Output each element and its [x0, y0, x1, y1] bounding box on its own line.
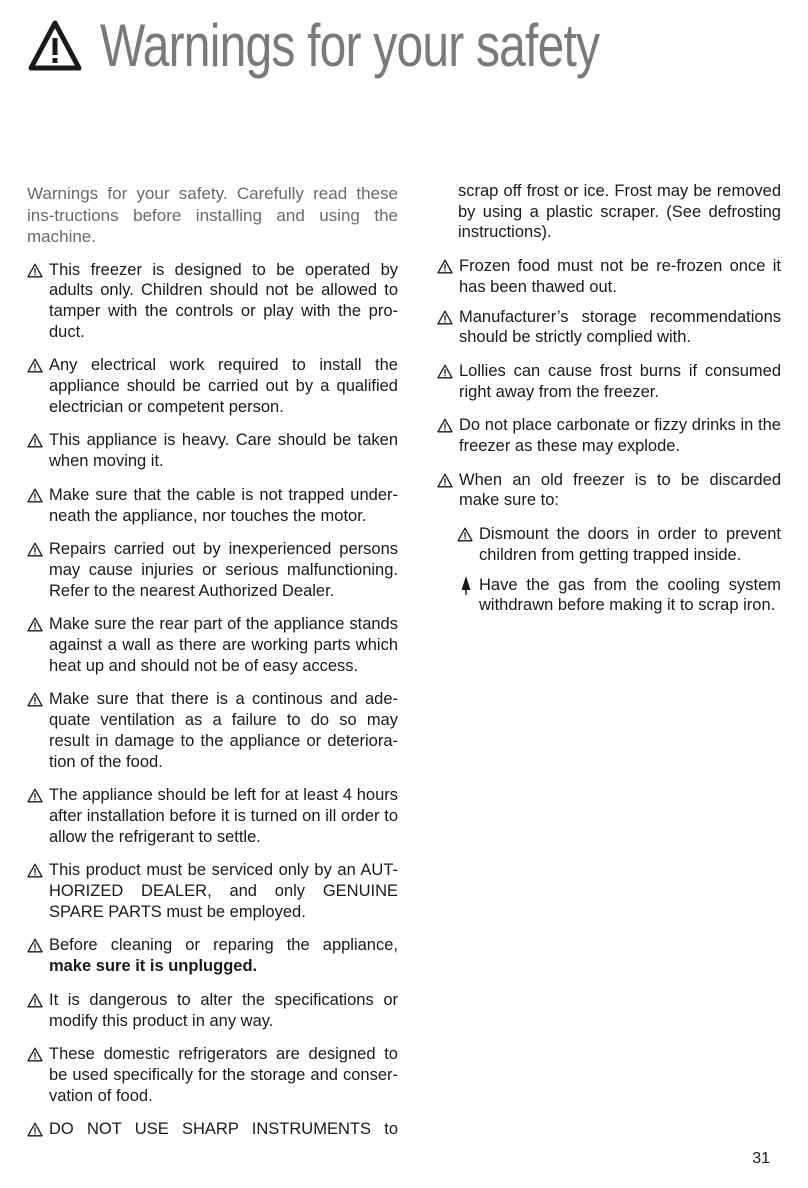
warning-item: [27, 430, 398, 471]
sub-item: [437, 575, 781, 616]
warning-icon: [27, 358, 43, 373]
sub-item: [437, 524, 781, 565]
warning-item: [437, 470, 781, 511]
warning-text: Do not place carbonate or fizzy drinks in the freezer as these may explode.: [459, 416, 781, 456]
warning-text: Frozen food must not be re-frozen once it has been thawed out.: [459, 257, 781, 296]
warning-icon: [27, 692, 43, 707]
intro-text: Warnings for your safety. Carefully read these ins-tructions before installing and using the machine.: [27, 184, 398, 246]
warning-icon: [27, 788, 43, 803]
warning-icon: [457, 527, 473, 542]
warning-icon: [437, 418, 453, 433]
warning-icon: [27, 433, 43, 448]
warning-text: This product must be serviced only by an AUT-HORIZED DEALER, and only GENUINE SPARE PARTS must be employed.: [49, 861, 398, 921]
warning-icon: [27, 993, 43, 1008]
warning-item: [27, 485, 398, 526]
warning-icon: [27, 1122, 43, 1137]
tree-icon: [460, 575, 472, 596]
warning-icon: [437, 364, 453, 379]
warning-icon: [27, 938, 43, 953]
warning-text: Lollies can cause frost burns if consumed right away from the freezer.: [459, 361, 781, 401]
warning-text: Before cleaning or reparing the appliance,: [49, 936, 398, 955]
warning-item: [27, 614, 398, 676]
warning-icon: [27, 263, 43, 278]
warning-item: [27, 260, 398, 343]
sub-item-text: Have the gas from the cooling system withdrawn before making it to scrap iron.: [479, 575, 781, 615]
warning-item: [27, 539, 398, 601]
warning-item: [27, 1119, 398, 1140]
warning-item: [27, 1044, 398, 1106]
page-number: 31: [752, 1150, 770, 1167]
warning-icon: [28, 19, 82, 73]
warning-text: Any electrical work required to install the appliance should be carried out by a qualified electrician or competent person.: [49, 356, 398, 416]
unplug-emphasis: make sure it is unplugged.: [49, 957, 258, 976]
warning-icon: [27, 488, 43, 503]
warning-icon: [437, 310, 453, 325]
page-header: [28, 14, 724, 78]
warning-item: [27, 935, 398, 976]
warning-text: Make sure that the cable is not trapped under-neath the appliance, nor touches the motor.: [49, 485, 398, 525]
warning-item: [437, 256, 781, 297]
warning-text: DO NOT USE SHARP INSTRUMENTS to: [49, 1120, 398, 1139]
continuation-text: scrap off frost or ice. Frost may be removed by using a plastic scraper. (See defrosting instructions).: [458, 182, 781, 242]
warning-text: Manufacturer’s storage recommendations should be strictly complied with.: [459, 307, 781, 347]
warning-text: The appliance should be left for at least 4 hours after installation before it is turned on ill order to allow the refrigerant to settle.: [49, 786, 398, 846]
warning-text: These domestic refrigerators are designed to be used specifically for the storage and conser-vation of food.: [49, 1045, 398, 1105]
warning-item: [27, 689, 398, 772]
warning-icon: [27, 617, 43, 632]
warning-text: Repairs carried out by inexperienced persons may cause injuries or serious malfunctioning. Refer to the nearest Authorized Dealer.: [49, 540, 398, 600]
warning-text: Make sure that there is a continous and ade-quate ventilation as a failure to do so may result in damage to the appliance or deteriora-tion of the food.: [49, 690, 398, 771]
warning-item: [27, 860, 398, 922]
left-column: [27, 183, 398, 1153]
warning-text: This appliance is heavy. Care should be taken when moving it.: [49, 431, 398, 471]
right-column: [437, 181, 781, 625]
warning-icon: [27, 863, 43, 878]
warning-item: [437, 307, 781, 348]
warning-icon: [437, 259, 453, 274]
warning-icon: [27, 542, 43, 557]
warning-text: It is dangerous to alter the specifications or modify this product in any way.: [49, 990, 398, 1030]
warning-text: This freezer is designed to be operated by adults only. Children should not be allowed to tamper with the controls or play with the pro-duct.: [49, 260, 398, 341]
warning-item: [437, 361, 781, 402]
warning-item: [27, 990, 398, 1031]
warning-item: [27, 785, 398, 847]
warning-text: Make sure the rear part of the appliance stands against a wall as there are working parts which heat up and should not be of easy access.: [49, 615, 398, 675]
page-title: Warnings for your safety: [100, 12, 600, 79]
warning-item: [27, 355, 398, 417]
sub-item-text: Dismount the doors in order to prevent children from getting trapped inside.: [479, 525, 781, 564]
warning-text: When an old freezer is to be discarded make sure to:: [459, 470, 781, 510]
warning-icon: [27, 1047, 43, 1062]
warning-item: [437, 415, 781, 456]
warning-icon: [437, 473, 453, 488]
